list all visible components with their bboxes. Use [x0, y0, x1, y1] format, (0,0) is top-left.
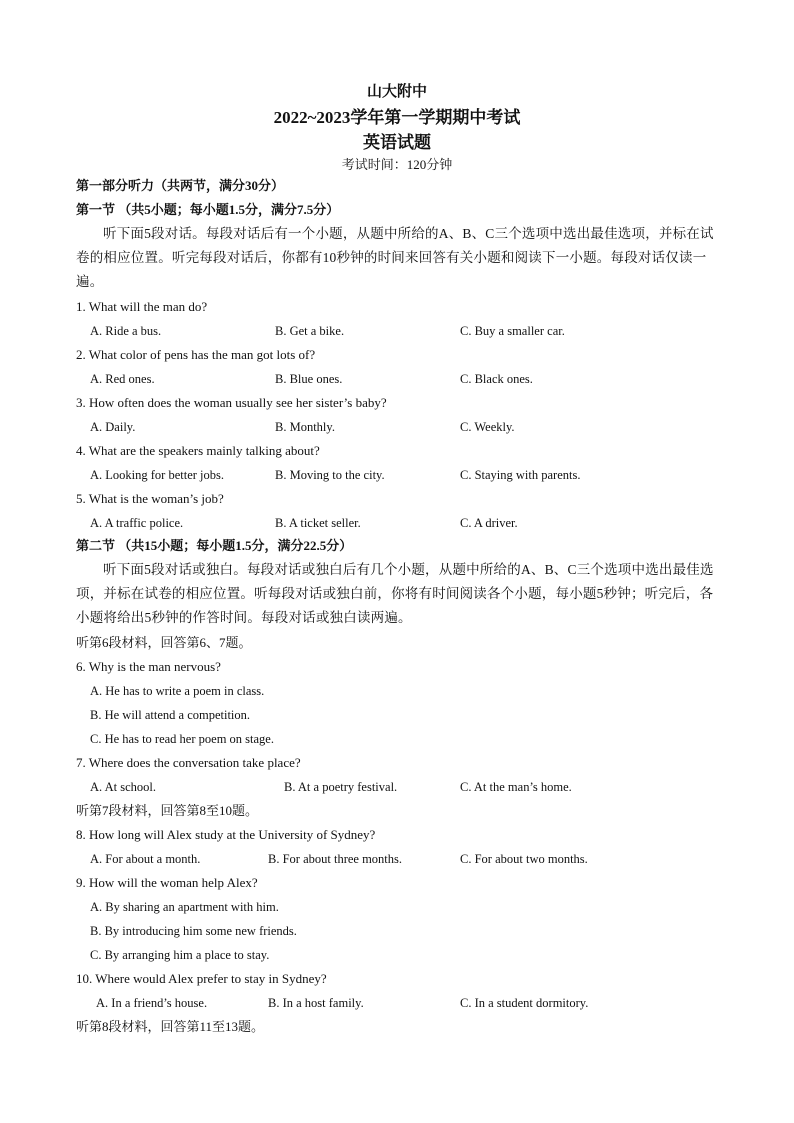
section2-title: 第二节 （共15小题；每小题1.5分，满分22.5分）	[76, 538, 353, 553]
q4-option-a: A. Looking for better jobs.	[90, 468, 225, 482]
part1-title: 第一部分听力（共两节，满分30分）	[76, 178, 285, 193]
q2-option-c: C. Black ones.	[460, 372, 533, 386]
q4-option-b: B. Moving to the city.	[275, 468, 385, 482]
q3-option-b: B. Monthly.	[275, 420, 335, 434]
question-8: 8. How long will Alex study at the University of Sydney?	[76, 827, 376, 842]
q7-option-a: A. At school.	[90, 780, 156, 794]
q5-option-c: C. A driver.	[460, 516, 518, 530]
subject-title: 英语试题	[363, 133, 431, 152]
section1-title: 第一节 （共5小题；每小题1.5分，满分7.5分）	[76, 202, 340, 217]
q10-option-a: A. In a friend’s house.	[96, 996, 208, 1010]
q3-option-a: A. Daily.	[90, 420, 136, 434]
question-6: 6. Why is the man nervous?	[76, 659, 221, 674]
q1-option-a: A. Ride a bus.	[90, 324, 162, 338]
q4-option-c: C. Staying with parents.	[460, 468, 581, 482]
q7-option-c: C. At the man’s home.	[460, 780, 572, 794]
section1-instructions: 听下面5段对话。每段对话后有一个小题，从题中所给的A、B、C三个选项中选出最佳选项，并标在试卷的相应位置。听完每段对话后，你都有10秒钟的时间来回答有关小题和阅读下一小题。每段对话仅读一遍。	[76, 226, 714, 289]
material-7-heading: 听第7段材料，回答第8至10题。	[76, 803, 259, 818]
exam-time: 考试时间：120分钟	[341, 157, 453, 172]
question-7: 7. Where does the conversation take place?	[76, 755, 301, 770]
q6-option-b: B. He will attend a competition.	[90, 708, 251, 722]
q3-option-c: C. Weekly.	[460, 420, 515, 434]
q9-option-a: A. By sharing an apartment with him.	[90, 900, 279, 914]
q8-option-c: C. For about two months.	[460, 852, 588, 866]
school-name: 山大附中	[366, 84, 427, 100]
section2-instructions: 听下面5段对话或独白。每段对话或独白后有几个小题，从题中所给的A、B、C三个选项中选出最佳选项，并标在试卷的相应位置。听每段对话或独白前，你将有时间阅读各个小题，每小题5秒钟；听完后，各小题将给出5秒钟的作答时间。每段对话或独白读两遍。	[76, 562, 714, 625]
q2-option-b: B. Blue ones.	[275, 372, 343, 386]
q5-option-b: B. A ticket seller.	[275, 516, 361, 530]
material-6-heading: 听第6段材料，回答第6、7题。	[76, 635, 252, 650]
question-3: 3. How often does the woman usually see her sister’s baby?	[76, 395, 387, 410]
question-10: 10. Where would Alex prefer to stay in Sydney?	[76, 971, 327, 986]
q8-option-b: B. For about three months.	[268, 852, 403, 866]
q7-option-b: B. At a poetry festival.	[284, 780, 398, 794]
q10-option-b: B. In a host family.	[268, 996, 364, 1010]
q2-option-a: A. Red ones.	[90, 372, 155, 386]
exam-title: 2022~2023学年第一学期期中考试	[273, 108, 521, 127]
q1-option-c: C. Buy a smaller car.	[460, 324, 565, 338]
q6-option-c: C. He has to read her poem on stage.	[90, 732, 274, 746]
q8-option-a: A. For about a month.	[90, 852, 201, 866]
question-4: 4. What are the speakers mainly talking about?	[76, 443, 320, 458]
q9-option-c: C. By arranging him a place to stay.	[90, 948, 270, 962]
material-8-heading: 听第8段材料，回答第11至13题。	[76, 1019, 265, 1034]
q9-option-b: B. By introducing him some new friends.	[90, 924, 297, 938]
q1-option-b: B. Get a bike.	[275, 324, 345, 338]
question-1: 1. What will the man do?	[76, 299, 208, 314]
q5-option-a: A. A traffic police.	[90, 516, 184, 530]
question-2: 2. What color of pens has the man got lots of?	[76, 347, 316, 362]
question-5: 5. What is the woman’s job?	[76, 491, 224, 506]
q6-option-a: A. He has to write a poem in class.	[90, 684, 265, 698]
question-9: 9. How will the woman help Alex?	[76, 875, 258, 890]
q10-option-c: C. In a student dormitory.	[460, 996, 589, 1010]
